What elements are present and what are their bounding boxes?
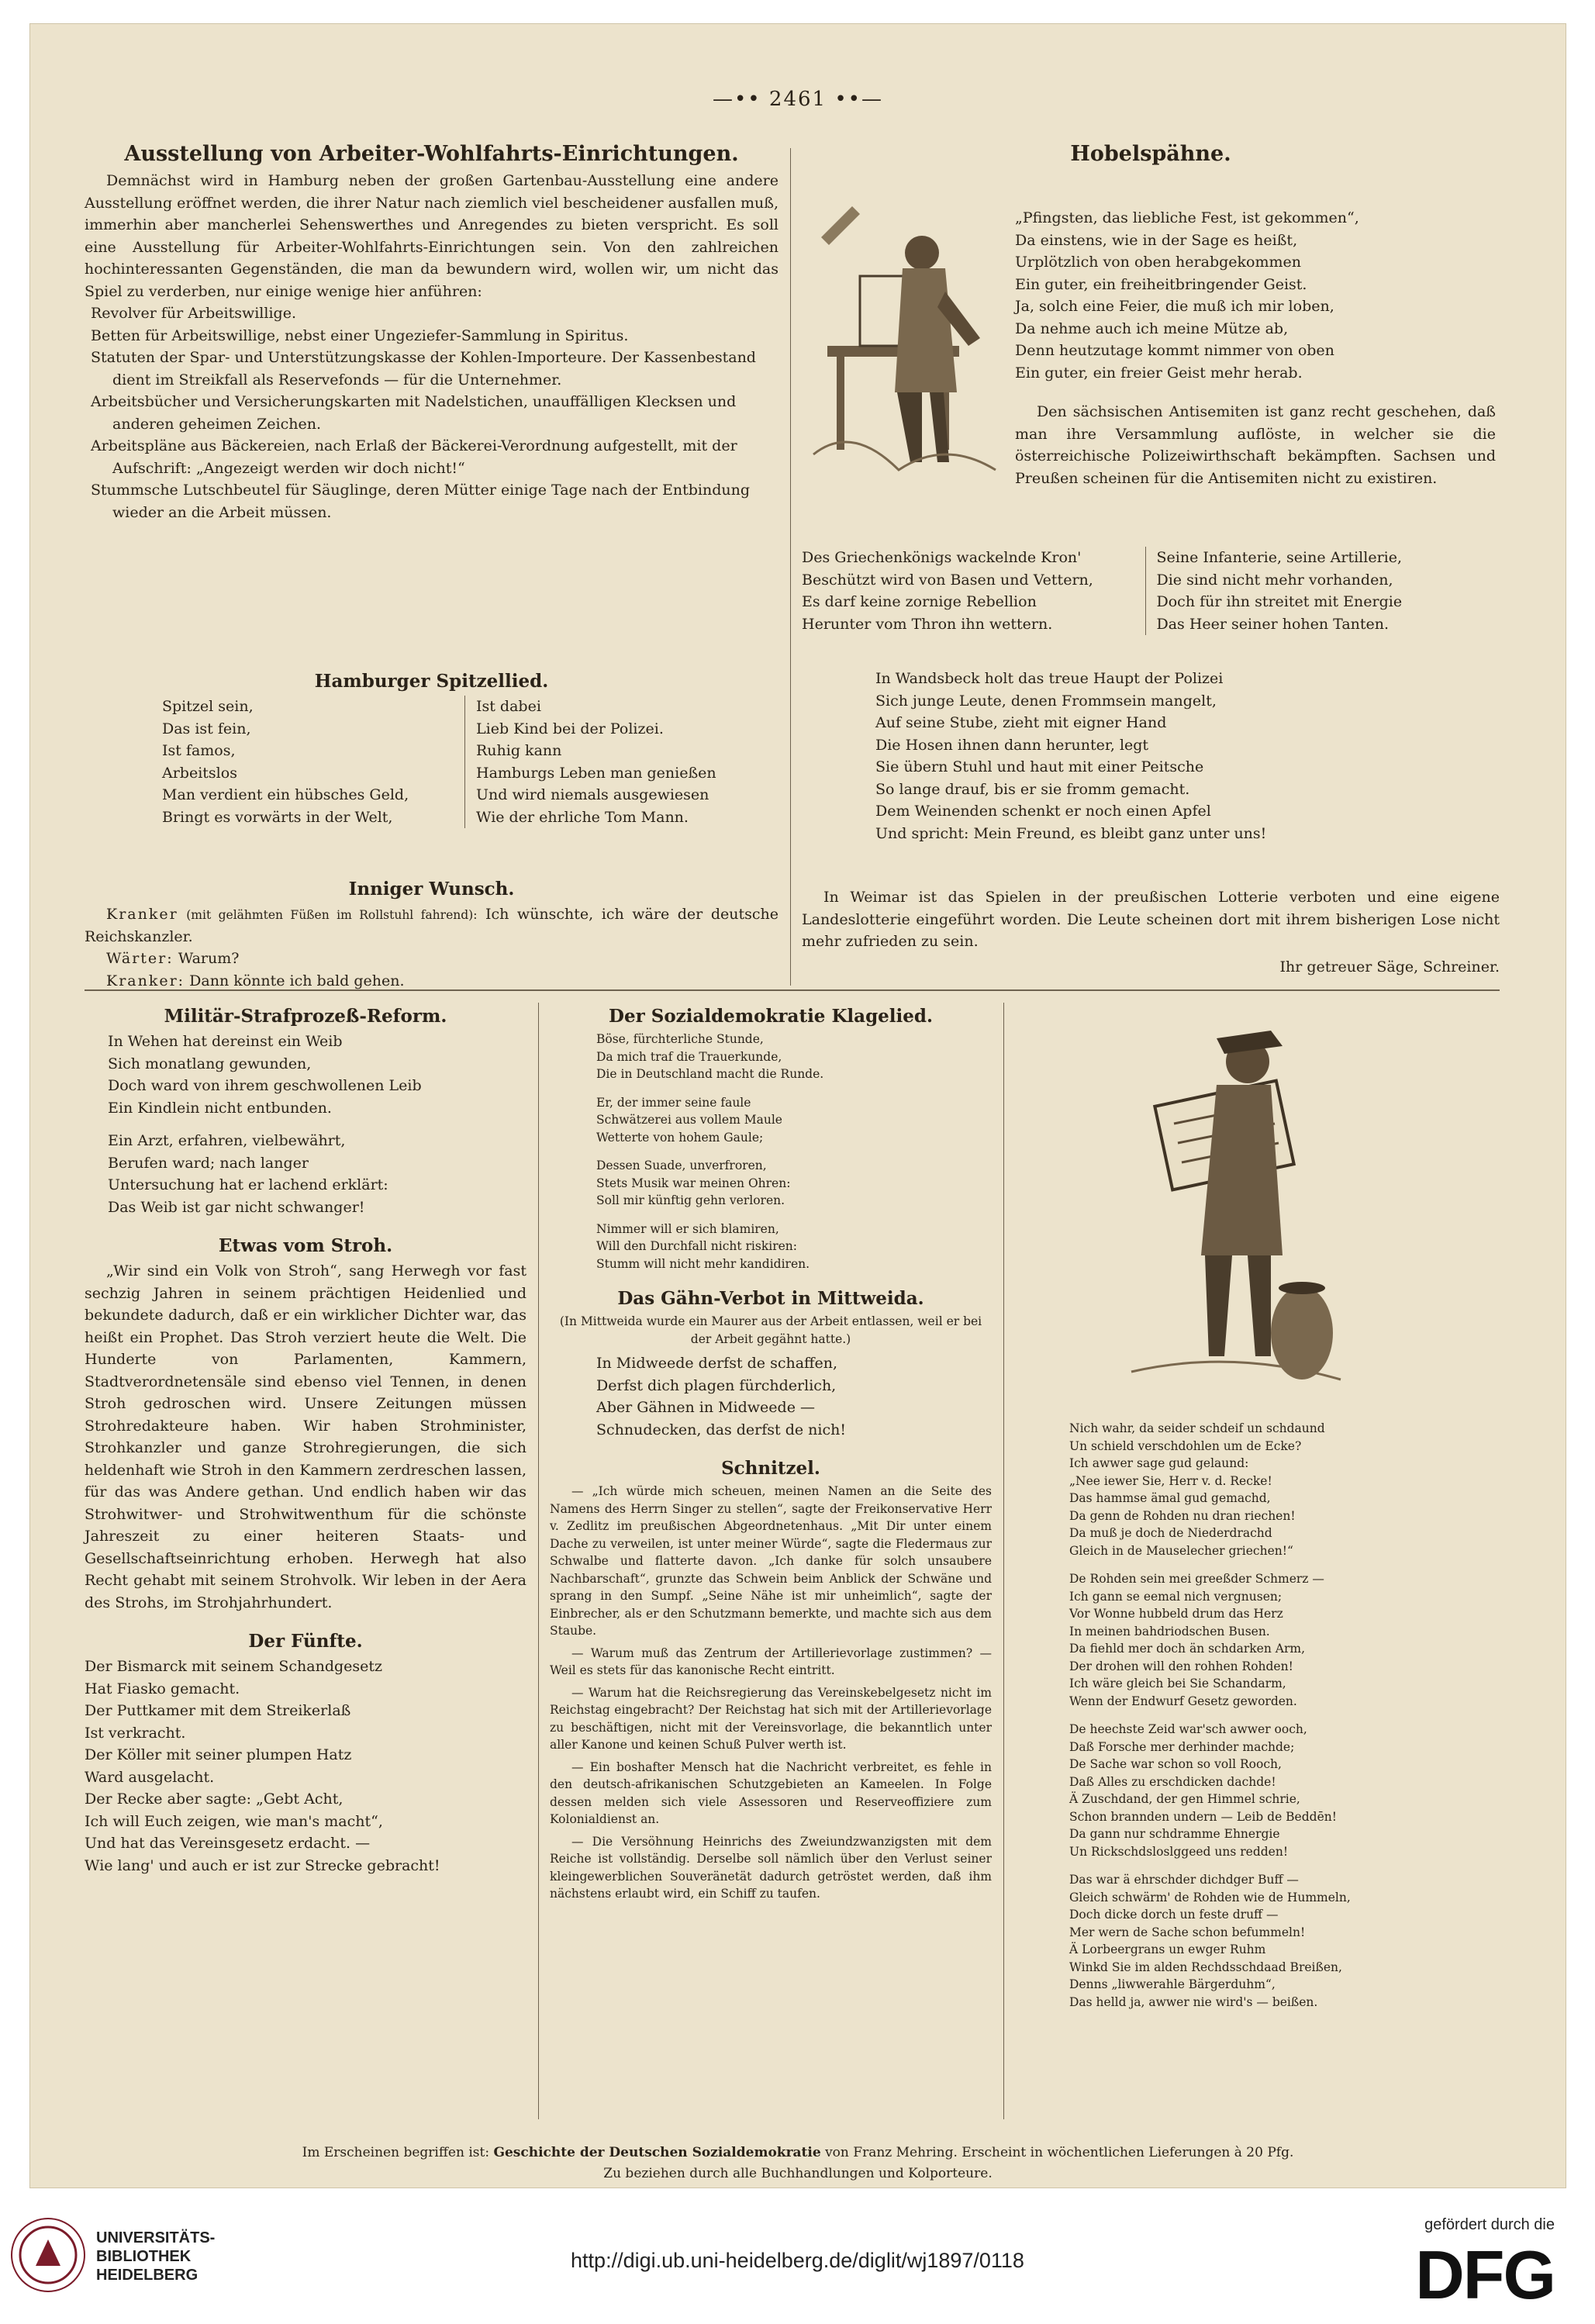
stanza-gap — [1069, 1860, 1500, 1871]
hobel-closing — [802, 886, 1500, 978]
stanza-gap — [108, 1119, 526, 1130]
verse-line: Das Weib ist gar nicht schwanger! — [108, 1198, 365, 1216]
dfg-logo: DFG — [1415, 2236, 1555, 2313]
verse-line: Bringt es vorwärts in der Welt, — [162, 808, 393, 826]
verse-line: Urplötzlich von oben herabgekommen — [1015, 254, 1301, 271]
stanza-gap — [596, 1210, 992, 1221]
verse-line: Und spricht: Mein Freund, es bleibt ganz unter uns! — [875, 824, 1267, 842]
dialogue-line — [85, 970, 779, 993]
verse-line: Un schield verschdohlen um de Ecke? — [1069, 1438, 1302, 1453]
article-title: Militär-Strafprozeß-Reform. — [164, 1006, 447, 1027]
verse-line: Sich monatlang gewunden, — [108, 1055, 312, 1072]
newspaper-page — [29, 23, 1566, 2188]
verse-line: Sich junge Leute, denen Frommsein mangelt, — [875, 692, 1217, 710]
verse-line: „Pfingsten, das liebliche Fest, ist gekommen“, — [1015, 209, 1359, 226]
verse-line: Das hammse ämal gud gemachd, — [1069, 1491, 1271, 1505]
article-title: Hamburger Spitzellied. — [314, 671, 549, 692]
verse-line: Ist famos, — [162, 742, 236, 759]
notice-distribution: Zu beziehen durch alle Buchhandlungen und Kolporteure. — [603, 2166, 993, 2181]
column-rule — [790, 148, 791, 986]
list-item: — Ein boshafter Mensch hat die Nachricht verbreitet, es fehle in den deutsch-afrikanischen Schutzgebieten an Kameelen. In Folge dessen melden sich viele Assessoren und Reserveoffiziere zum Kolonialdienst an. — [550, 1759, 992, 1826]
dialogue-line — [85, 903, 779, 948]
speaker: Kranker — [106, 906, 178, 923]
signature: Ihr getreuer Säge, Schreiner. — [1279, 958, 1500, 976]
notice-book-title: Geschichte der Deutschen Sozialdemokratie — [493, 2145, 821, 2160]
verse-line: Ja, solch eine Feier, die muß ich mir loben, — [1015, 298, 1334, 315]
verse-line: Seine Infanterie, seine Artillerie, — [1156, 549, 1403, 566]
verse-line: Und hat das Vereinsgesetz erdacht. — — [85, 1835, 371, 1852]
verse-line: Sie übern Stuhl und haut mit einer Peitsche — [875, 758, 1204, 775]
verse-line: Die sind nicht mehr vorhanden, — [1156, 571, 1393, 589]
section-rule — [85, 989, 1500, 991]
verse-line: Un Rickschdsloslggeed uns redden! — [1069, 1844, 1289, 1859]
two-column-verse — [802, 547, 1500, 635]
stage-direction: (mit gelähmten Füßen im Rollstuhl fahrend): — [186, 908, 478, 922]
notice-lead: Im Erscheinen begriffen ist: — [302, 2145, 490, 2160]
column-rule — [1003, 1003, 1004, 2119]
verse-line: Arbeitslos — [162, 764, 237, 782]
verse-line: Ä Lorbeergrans un ewger Ruhm — [1069, 1942, 1266, 1956]
verse-line: Man verdient ein hübsches Geld, — [162, 786, 409, 803]
stanza-gap — [1069, 1710, 1500, 1721]
list-item: Statuten der Spar- und Unterstützungskasse der Kohlen-Importeure. Der Kassenbestand dient im Streikfall als Reservefonds — für die Unternehmer. — [91, 349, 756, 388]
verse-line: Stumm will nicht mehr kandidiren. — [596, 1256, 810, 1271]
article-title: Der Sozialdemokratie Klagelied. — [609, 1006, 933, 1027]
verse-line: Stets Musik war meinen Ohren: — [596, 1176, 791, 1190]
verse-line: Schon brannden undern — Leib de Beddēn! — [1069, 1809, 1337, 1824]
article-militaer — [85, 1003, 526, 1877]
verse-line: Derfst dich plagen fürchderlich, — [596, 1376, 837, 1394]
verse-line: Ich wäre gleich bei Sie Schandarm, — [1069, 1677, 1286, 1690]
verse-line: Der Puttkamer mit dem Streikerlaß — [85, 1702, 351, 1719]
verse-line: Und wird niemals ausgewiesen — [476, 786, 709, 803]
paragraph: In Weimar ist das Spielen in der preußischen Lotterie verboten und eine eigene Landeslotterie eingeführt worden. Die Leute scheinen dort mit ihrem bisherigen Lose nicht mehr zufrieden zu sein. — [802, 889, 1500, 950]
verse-line: Die Hosen ihnen dann herunter, legt — [875, 736, 1149, 754]
verse-line: Ruhig kann — [476, 742, 562, 759]
verse-line: Dessen Suade, unverfroren, — [596, 1159, 767, 1172]
library-line: HEIDELBERG — [96, 2267, 199, 2284]
verse-line: Dem Weinenden schenkt er noch einen Apfel — [875, 803, 1211, 820]
verse-line: Schnudecken, das derfst de nich! — [596, 1421, 846, 1438]
verse-line: Der Bismarck mit seinem Schandgesetz — [85, 1658, 383, 1675]
verse-line: Da fiehld mer doch än schdarken Arm, — [1069, 1642, 1305, 1656]
verse-line: In Midweede derfst de schaffen, — [596, 1355, 838, 1372]
notice-details: von Franz Mehring. Erscheint in wöchentlichen Lieferungen à 20 Pfg. — [825, 2145, 1294, 2160]
list-item: Arbeitsbücher und Versicherungskarten mit Nadelstichen, unauffälligen Klecksen und anderen geheimen Zeichen. — [91, 393, 737, 433]
article-title: Das Gähn-Verbot in Mittweida. — [617, 1288, 924, 1309]
verse-line: Der drohen will den rohhen Rohden! — [1069, 1659, 1293, 1673]
dialogue-text: Dann könnte ich bald gehen. — [189, 972, 405, 989]
dialogue-line — [85, 948, 779, 970]
verse-line: In Wandsbeck holt das treue Haupt der Polizei — [875, 670, 1224, 687]
verse-line: So lange drauf, bis er sie fromm gemacht. — [875, 780, 1190, 798]
list-item: — Die Versöhnung Heinrichs des Zweiundzwanzigsten mit dem Reiche ist vollständig. Derselbe soll nämlich über den Verlust seiner kleingewerblichen Souveränetät dadurch getröstet werden, daß ihm nächstens erlaubt wird, ein Schiff zu taufen. — [550, 1834, 992, 1901]
article-hobelspaehne — [802, 139, 1500, 170]
list-item: — Warum muß das Zentrum der Artillerievorlage zustimmen? — Weil es stets für das kanonische Recht eintritt. — [550, 1645, 992, 1677]
verse-line: Ä Zuschdand, der gen Himmel schrie, — [1069, 1792, 1300, 1806]
verse-line: Wetterte von hohem Gaule; — [596, 1130, 764, 1145]
hobel-greek-verse — [802, 547, 1500, 635]
page-number: —•• 2461 ••— — [712, 88, 884, 111]
funding-label: gefördert durch die — [1424, 2216, 1555, 2233]
verse-line: Doch dicke dorch un feste druff — — [1069, 1908, 1279, 1922]
verse-line: Beschützt wird von Basen und Vettern, — [802, 571, 1093, 589]
article-wunsch — [85, 875, 779, 992]
verse-line: Da mich traf die Trauerkunde, — [596, 1049, 782, 1064]
verse-line: Das ist fein, — [162, 720, 251, 737]
verse-line: Ist verkracht. — [85, 1724, 186, 1742]
verse-line: Wenn der Endwurf Gesetz geworden. — [1069, 1694, 1297, 1708]
article-dialect — [1069, 1420, 1500, 2011]
list-item: — Warum hat die Reichsregierung das Vereinskebelgesetz nicht im Reichstag eingebracht? Der Reichstag hat sich mit der Artillerievorlage zu beschäftigen, nicht mit der Vereinsvorlage, die bekanntlich unter aller Kanone und keinen Schuß Pulver werth ist. — [550, 1685, 992, 1752]
verse-line: Gleich schwärm' de Rohden wie de Hummeln, — [1069, 1890, 1351, 1904]
verse-line: Hat Fiasko gemacht. — [85, 1680, 240, 1697]
verse-line: Auf seine Stube, zieht mit eigner Hand — [875, 714, 1167, 731]
verse-block — [85, 1656, 526, 1877]
verse-line: Will den Durchfall nicht riskiren: — [596, 1239, 797, 1253]
verse-line: Da nehme auch ich meine Mütze ab, — [1015, 319, 1289, 337]
exhibit-list — [85, 302, 779, 523]
two-column-verse — [85, 696, 779, 828]
verse-line: Daß Forsche mer derhinder machde; — [1069, 1739, 1295, 1754]
verse-line: Lieb Kind bei der Polizei. — [476, 720, 664, 737]
verse-line: De Sache war schon so voll Rooch, — [1069, 1757, 1282, 1771]
verse-line: Ich awwer sage gud gelaund: — [1069, 1456, 1249, 1470]
article-title: Der Fünfte. — [248, 1631, 363, 1652]
verse-line: In Wehen hat dereinst ein Weib — [108, 1033, 343, 1050]
verse-line: Er, der immer seine faule — [596, 1095, 751, 1110]
editor-note: (In Mittweida wurde ein Maurer aus der Arbeit entlassen, weil er bei der Arbeit gegähnt hatte.) — [559, 1314, 982, 1346]
stanza-gap — [1069, 1559, 1500, 1570]
verse-line: „Nee iewer Sie, Herr v. d. Recke! — [1069, 1473, 1272, 1488]
list-item: — „Ich würde mich scheuen, meinen Namen an die Seite des Namens des Herrn Singer zu stellen“, sagte der Freikonservative Herr v. Zedlitz im preußischen Abgeordnetenhaus. „Mit Dir unter einem Dache zu verweilen, ist unter meiner Würde“, sagte die Fledermaus zur Schwalbe und flatterte davon. „Ich danke für solch unsaubere Nachbarschaft“, grunzte das Schwein beim Anblick der Schwäne und sprang in den Sumpf. „Seine Nähe ist mir unheimlich“, sagte der Einbrecher, als er den Schutzmann bemerkte, und machte sich aus dem Staube. — [550, 1484, 992, 1638]
verse-line: Nimmer will er sich blamiren, — [596, 1221, 779, 1236]
verse-line: De Rohden sein mei greeßder Schmerz — — [1069, 1572, 1324, 1586]
list-item: Betten für Arbeitswillige, nebst einer Ungeziefer-Sammlung in Spiritus. — [91, 326, 629, 344]
verse-line: Untersuchung hat er lachend erklärt: — [108, 1176, 388, 1193]
verse-line: Wie der ehrliche Tom Mann. — [476, 808, 689, 826]
speaker: Kranker: — [106, 972, 185, 989]
verse-line: Berufen ward; nach langer — [108, 1154, 309, 1172]
verse-line: Ist dabei — [476, 698, 541, 715]
snippet-list — [550, 1483, 992, 1903]
page-number-value: 2461 — [768, 88, 827, 111]
verse-line: In meinen bahdriodschen Busen. — [1069, 1624, 1270, 1639]
verse-line: Gleich in de Mauselecher griechen!“ — [1069, 1543, 1293, 1558]
article-title: Etwas vom Stroh. — [218, 1235, 393, 1256]
verse-line: Ich will Euch zeigen, wie man's macht“, — [85, 1812, 383, 1830]
verse-line: Nich wahr, da seider schdeif un schdaund — [1069, 1421, 1325, 1435]
article-title: Inniger Wunsch. — [348, 879, 515, 900]
article-title: Hobelspähne. — [1070, 142, 1231, 166]
verse-line: Das helld ja, awwer nie wird's — beißen. — [1069, 1994, 1318, 2009]
verse-line: Ein Arzt, erfahren, vielbewährt, — [108, 1132, 346, 1149]
verse-line: Denns „liwwerahle Bärgerduhm“, — [1069, 1977, 1276, 1991]
digitization-bar — [0, 2201, 1595, 2324]
paragraph: Den sächsischen Antisemiten ist ganz recht geschehen, daß man ihre Versammlung auflöste, in welcher sie die österreichische Polizeiwirthschaft bekämpften. Sachsen und Preußen scheinen für die Antisemiten nicht zu existiren. — [1015, 403, 1496, 487]
verse-line: Wie lang' und auch er ist zur Strecke gebracht! — [85, 1856, 440, 1874]
verse-line: Herunter vom Thron ihn wettern. — [802, 615, 1053, 633]
library-line: UNIVERSITÄTS- — [96, 2229, 216, 2246]
dialogue-text: Ich wünschte, ich wäre der deutsche Reichskanzler. — [85, 906, 779, 945]
paragraph: „Wir sind ein Volk von Stroh“, sang Herwegh vor fast sechzig Jahren in seinem prächtigen Heidenlied und bekundete dadurch, daß er ein wirklicher Dichter war, das heißt ein Prophet. Das Stroh verziert heute die Welt. Die Hunderte von Parlamenten, Kammern, Stadtverordnetensäle sind ebenso viel Tennen, in denen Stroh gedroschen wird. Unsere Zeitungen müssen Strohredakteure haben. Wir haben Strohminister, Strohkanzler und ganze Strohregierungen, die sich heldenhaft wie Stroh in den Kammern zerdreschen lassen, für das was Andere gethan. Und endlich haben wir das Strohwitwer- und Strohwitwenthum für die schönste Jahreszeit zu einer heiteren Staats- und Gesellschaftseinrichtung erhoben. Herwegh hat also Recht gehabt mit seinem Strohvolk. Wir leben in der Aera des Strohs, im Strohjahrhundert. — [85, 1262, 526, 1611]
verse-line: Winkd Sie im alden Rechdsschdaad Breißen, — [1069, 1960, 1342, 1974]
verse-line: Doch für ihn streitet mit Energie — [1156, 593, 1403, 610]
dialogue-text: Warum? — [178, 950, 240, 967]
verse-block — [550, 1031, 992, 1273]
carpenter-illustration — [806, 191, 1003, 493]
article-title: Ausstellung von Arbeiter-Wohlfahrts-Einrichtungen. — [124, 142, 739, 166]
stanza-gap — [596, 1146, 992, 1157]
verse-line: Denn heutzutage kommt nimmer von oben — [1015, 342, 1334, 359]
verse-line: Die in Deutschland macht die Runde. — [596, 1067, 824, 1081]
verse-line: Da gann nur schdramme Ehnergie — [1069, 1827, 1280, 1841]
verse-line: Hamburgs Leben man genießen — [476, 764, 716, 782]
verse-line: Aber Gähnen in Midweede — — [596, 1399, 815, 1416]
verse-line: Des Griechenkönigs wackelnde Kron' — [802, 549, 1082, 566]
library-line: BIBLIOTHEK — [96, 2248, 192, 2265]
verse-line: Da einstens, wie in der Sage es heißt, — [1015, 231, 1298, 249]
speaker: Wärter: — [106, 950, 174, 967]
verse-block — [550, 1352, 992, 1441]
verse-block — [85, 1031, 526, 1218]
verse-line: Daß Alles zu erschdicken dachde! — [1069, 1774, 1276, 1789]
verse-line: Ward ausgelacht. — [85, 1768, 215, 1786]
verse-line: Mer wern de Sache schon befummeln! — [1069, 1925, 1306, 1939]
verse-line: Doch ward von ihrem geschwollenen Leib — [108, 1077, 422, 1094]
verse-line: Ein Kindlein nicht entbunden. — [108, 1099, 332, 1117]
verse-line: Ich gann se eemal nich vergnusen; — [1069, 1589, 1283, 1604]
hobel-stanza-2 — [875, 668, 1496, 844]
column-rule — [538, 1003, 539, 2119]
verse-line: Schwätzerei aus vollem Maule — [596, 1113, 782, 1127]
verse-line: Spitzel sein, — [162, 698, 254, 715]
verse-line: Soll mir künftig gehn verloren. — [596, 1193, 785, 1207]
verse-line: De heechste Zeid war'sch awwer ooch, — [1069, 1722, 1307, 1736]
article-title: Schnitzel. — [721, 1458, 820, 1479]
verse-line: Ein guter, ein freier Geist mehr herab. — [1015, 364, 1303, 382]
list-item: Revolver für Arbeitswillige. — [91, 305, 296, 322]
verse-line: Da genn de Rohden nu dran riechen! — [1069, 1508, 1296, 1523]
list-item: Arbeitspläne aus Bäckereien, nach Erlaß der Bäckerei-Verordnung aufgestellt, mit der Aufschrift: „Angezeigt werden wir doch nicht!“ — [91, 437, 737, 477]
hobel-stanza-1 — [1015, 207, 1496, 489]
verse-line: Das war ä ehrschder dichdger Buff — — [1069, 1873, 1299, 1887]
verse-line: Der Köller mit seiner plumpen Hatz — [85, 1746, 352, 1763]
verse-line: Es darf keine zornige Rebellion — [802, 593, 1037, 610]
article-ausstellung — [85, 139, 779, 523]
verse-line: Vor Wonne hubbeld drum das Herz — [1069, 1607, 1283, 1621]
article-klagelied — [550, 1003, 992, 1903]
article-intro: Demnächst wird in Hamburg neben der großen Gartenbau-Ausstellung eine andere Ausstellung eröffnet werden, die ihrer Natur nach ziemlich viel bescheidener ausfallen muß, immerhin aber mancherlei Sehenswerthes und Anregendes zu bieten verspricht. Es soll eine Ausstellung für Arbeiter-Wohlfahrts-Einrichtungen sein. Von den zahlreichen hochinteressanten Gegenständen, die man da bewundern wird, wollen wir, um nicht das Spiel zu verderben, nur einige wenige hier anführen: — [85, 172, 779, 300]
man-reading-illustration — [1116, 1007, 1348, 1395]
stanza-gap — [596, 1083, 992, 1094]
verse-line: Böse, fürchterliche Stunde, — [596, 1032, 764, 1046]
list-item: Stummsche Lutschbeutel für Säuglinge, deren Mütter einige Tage nach der Entbindung wieder an die Arbeit müssen. — [91, 482, 751, 521]
verse-line: Das Heer seiner hohen Tanten. — [1156, 615, 1390, 633]
article-spitzellied — [85, 668, 779, 828]
source-url[interactable]: http://digi.ub.uni-heidelberg.de/diglit/wj1897/0118 — [571, 2249, 1024, 2272]
verse-line: Der Recke aber sagte: „Gebt Acht, — [85, 1790, 344, 1808]
verse-line: Ein guter, ein freiheitbringender Geist. — [1015, 275, 1307, 293]
verse-line: Da muß je doch de Niederdrachd — [1069, 1526, 1272, 1540]
publisher-notice — [30, 2143, 1566, 2184]
